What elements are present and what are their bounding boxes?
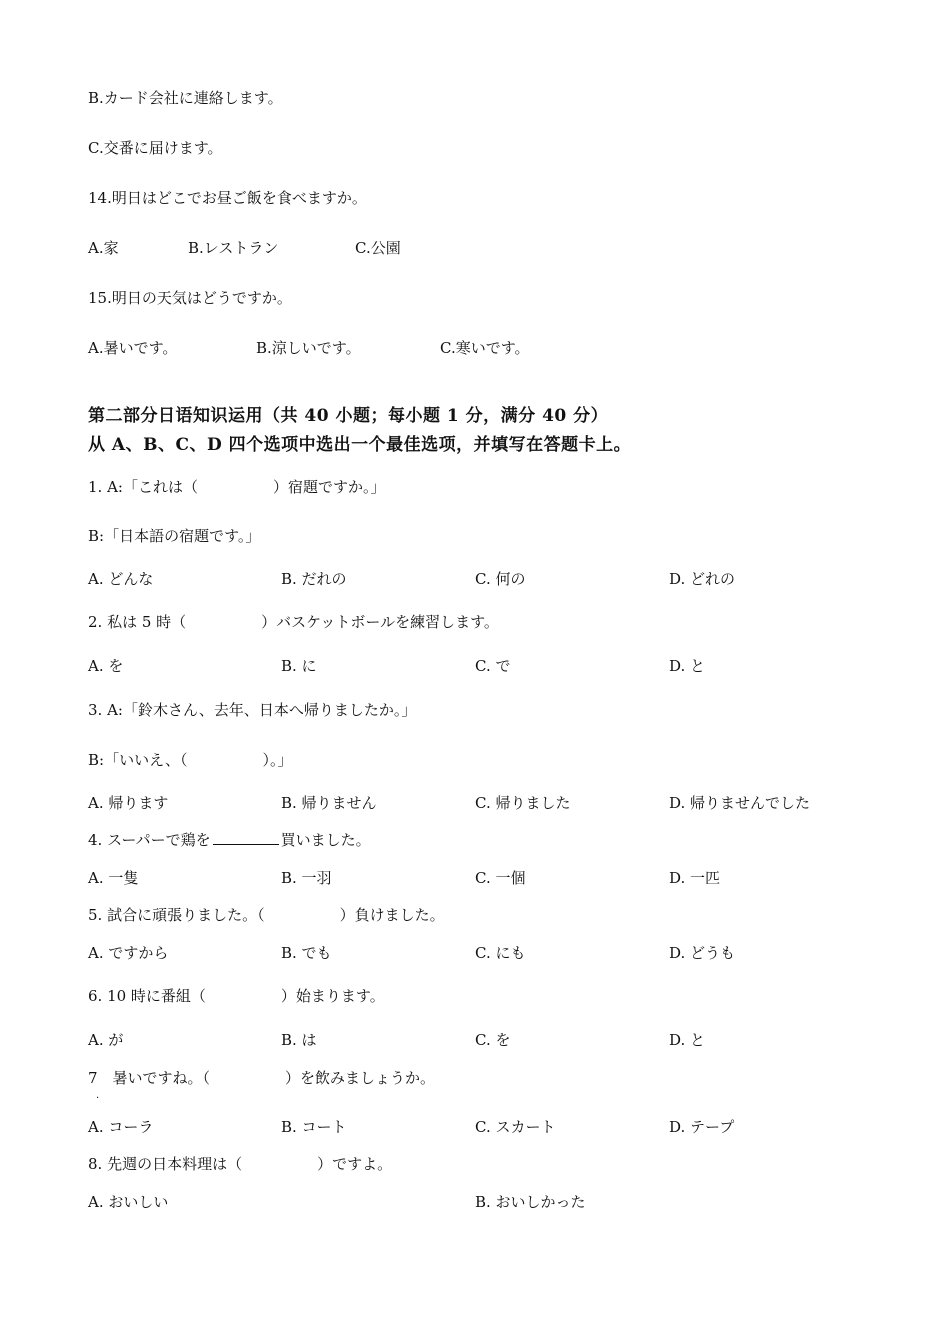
q4-option-b: B. 一羽	[281, 869, 332, 887]
q5-option-b: B. でも	[281, 944, 332, 962]
q14-option-c: C.公園	[355, 239, 401, 257]
q7-option-b: B. コート	[281, 1118, 347, 1136]
q4-answer-blank	[213, 830, 279, 845]
q8-stem: 8. 先週の日本料理は（ ）ですよ。	[88, 1155, 393, 1173]
q5-option-a: A. ですから	[88, 944, 169, 962]
q4-option-a: A. 一隻	[88, 869, 139, 887]
q1-stem: 1. A:「これは（ ）宿題ですか。」	[88, 478, 386, 496]
q4-stem-before: 4. スーパーで鶏を	[88, 831, 211, 849]
q8-option-a: A. おいしい	[88, 1193, 169, 1211]
q1-option-d: D. どれの	[669, 570, 736, 588]
q14-stem: 14.明日はどこでお昼ご飯を食べますか。	[88, 189, 367, 207]
q5-option-d: D. どうも	[669, 944, 736, 962]
q4-option-d: D. 一匹	[669, 869, 721, 887]
q7-number-dot: ·	[96, 1093, 100, 1104]
q13-option-c: C.交番に届けます。	[88, 139, 223, 157]
section2-instruction: 从 A、B、C、D 四个选项中选出一个最佳选项，并填写在答题卡上。	[88, 435, 632, 455]
q3-stem-reply: B:「いいえ、（ ）。」	[88, 751, 293, 769]
q4-stem-after: 買いました。	[280, 831, 371, 849]
q2-option-a: A. を	[88, 657, 124, 675]
q6-option-d: D. と	[669, 1031, 706, 1049]
q2-option-b: B. に	[281, 657, 317, 675]
q2-stem: 2. 私は 5 時（ ）バスケットボールを練習します。	[88, 613, 499, 631]
q14-option-a: A.家	[88, 239, 119, 257]
q7-option-d: D. テープ	[669, 1118, 735, 1136]
section2-title: 第二部分日语知识运用（共 40 小题；每小题 1 分，满分 40 分）	[88, 406, 609, 426]
q3-option-b: B. 帰りません	[281, 794, 377, 812]
q1-option-b: B. だれの	[281, 570, 347, 588]
q15-stem: 15.明日の天気はどうですか。	[88, 289, 292, 307]
q1-option-a: A. どんな	[88, 570, 154, 588]
q15-option-c: C.寒いです。	[440, 339, 530, 357]
q3-stem: 3. A:「鈴木さん、去年、日本へ帰りましたか。」	[88, 701, 417, 719]
q13-option-b: B.カード会社に連絡します。	[88, 89, 283, 107]
q15-option-a: A.暑いです。	[88, 339, 178, 357]
q6-stem: 6. 10 時に番組（ ）始まります。	[88, 987, 385, 1005]
q2-option-c: C. で	[475, 657, 511, 675]
q15-option-b: B.涼しいです。	[256, 339, 361, 357]
q7-option-c: C. スカート	[475, 1118, 556, 1136]
q6-option-c: C. を	[475, 1031, 511, 1049]
q6-option-a: A. が	[88, 1031, 124, 1049]
q6-option-b: B. は	[281, 1031, 317, 1049]
q8-option-b: B. おいしかった	[475, 1193, 586, 1211]
q14-option-b: B.レストラン	[188, 239, 279, 257]
q4-option-c: C. 一個	[475, 869, 526, 887]
q5-option-c: C. にも	[475, 944, 526, 962]
q4-stem	[88, 830, 371, 850]
q3-option-a: A. 帰ります	[88, 794, 169, 812]
q2-option-d: D. と	[669, 657, 706, 675]
q3-option-d: D. 帰りませんでした	[669, 794, 811, 812]
q3-option-c: C. 帰りました	[475, 794, 571, 812]
q5-stem: 5. 試合に頑張りました。（ ）負けました。	[88, 906, 445, 924]
q7-stem: 7 暑いですね。（ ）を飲みましょうか。	[88, 1069, 436, 1087]
q1-option-c: C. 何の	[475, 570, 526, 588]
q1-stem-reply: B:「日本語の宿題です。」	[88, 527, 261, 545]
q7-option-a: A. コーラ	[88, 1118, 154, 1136]
